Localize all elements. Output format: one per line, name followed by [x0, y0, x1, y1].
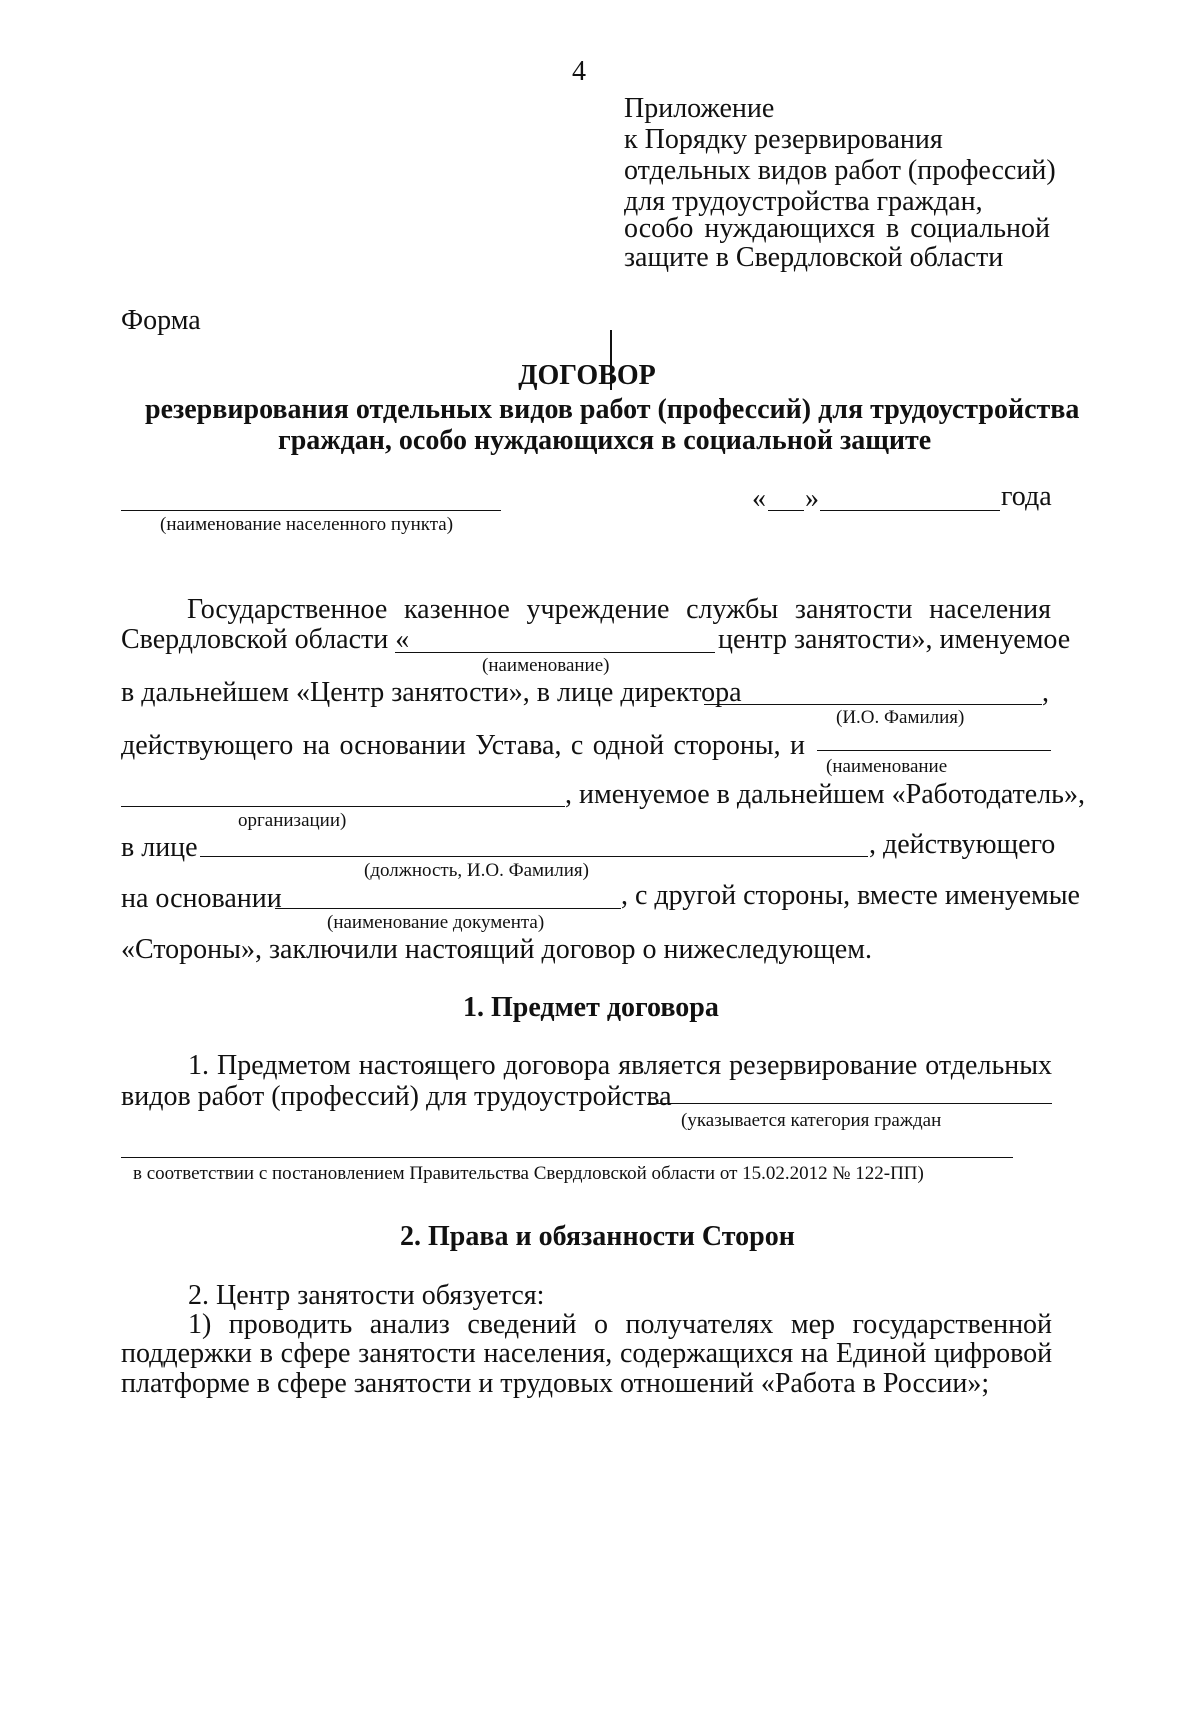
- organization-caption-part2: организации): [238, 810, 347, 831]
- basis-document-caption: (наименование документа): [327, 912, 545, 933]
- place-blank[interactable]: [121, 510, 501, 511]
- place-caption: (наименование населенного пункта): [160, 514, 454, 535]
- date-year-word: года: [1001, 481, 1052, 512]
- preamble-line3-prefix: в дальнейшем «Центр занятости», в лице директора: [121, 677, 742, 708]
- citizen-category-blank[interactable]: [648, 1103, 1052, 1104]
- basis-document-blank[interactable]: [275, 908, 621, 909]
- preamble-line3-suffix: ,: [1042, 677, 1049, 708]
- section2-sub1-line2: поддержки в сфере занятости населения, содержащихся на Единой цифровой: [121, 1338, 1053, 1369]
- appendix-line: для трудоустройства граждан,: [624, 186, 983, 217]
- date-quote-open: «: [752, 483, 766, 514]
- preamble-line8: «Стороны», заключили настоящий договор о нижеследующем.: [121, 934, 872, 965]
- center-name-caption: (наименование): [482, 655, 610, 676]
- representative-caption: (должность, И.О. Фамилия): [364, 860, 589, 881]
- section1-para-line1: 1. Предметом настоящего договора является резервирование отдельных: [188, 1050, 1053, 1081]
- organization-caption-part1: (наименование: [826, 756, 948, 777]
- date-month-blank[interactable]: [820, 510, 1000, 511]
- preamble-line1: Государственное казенное учреждение службы занятости населения: [187, 594, 1052, 625]
- director-name-blank[interactable]: [704, 704, 1042, 705]
- preamble-line7-prefix: на основании: [121, 883, 282, 914]
- director-name-caption: (И.О. Фамилия): [836, 707, 965, 728]
- section1-heading: 1. Предмет договора: [463, 992, 719, 1023]
- organization-name-blank-cont[interactable]: [121, 806, 565, 807]
- citizen-category-blank-cont[interactable]: [121, 1157, 1013, 1158]
- appendix-line: защите в Свердловской области: [624, 242, 1004, 273]
- appendix-line: особо нуждающихся в социальной: [624, 213, 1050, 244]
- section2-heading: 2. Права и обязанности Сторон: [400, 1221, 795, 1252]
- preamble-line2-suffix: центр занятости», именуемое: [718, 624, 1071, 655]
- date-quote-close: »: [805, 483, 819, 514]
- preamble-line2-prefix: Свердловской области «: [121, 624, 410, 655]
- appendix-line: Приложение: [624, 93, 775, 124]
- representative-blank[interactable]: [200, 856, 868, 857]
- preamble-line5-suffix: , именуемое в дальнейшем «Работодатель»,: [565, 779, 1085, 810]
- organization-name-blank[interactable]: [817, 750, 1051, 751]
- document-title: ДОГОВОР: [518, 360, 656, 391]
- form-label: Форма: [121, 305, 201, 336]
- document-subtitle-line1: резервирования отдельных видов работ (профессий) для трудоустройства: [145, 394, 1080, 425]
- section2-item: 2. Центр занятости обязуется:: [188, 1280, 545, 1311]
- section2-sub1-line1: 1) проводить анализ сведений о получателях мер государственной: [188, 1309, 1053, 1340]
- appendix-line: к Порядку резервирования: [624, 124, 943, 155]
- section1-para-line2: видов работ (профессий) для трудоустройства: [121, 1081, 672, 1112]
- preamble-line6-suffix: , действующего: [869, 829, 1056, 860]
- citizen-category-caption-cont: в соответствии с постановлением Правительства Свердловской области от 15.02.2012 № 122-ПП): [133, 1163, 924, 1184]
- preamble-line7-suffix: , с другой стороны, вместе именуемые: [621, 880, 1080, 911]
- section2-sub1-line3: платформе в сфере занятости и трудовых отношений «Работа в России»;: [121, 1368, 990, 1399]
- citizen-category-caption: (указывается категория граждан: [681, 1110, 942, 1131]
- document-subtitle-line2: граждан, особо нуждающихся в социальной защите: [278, 425, 932, 456]
- center-name-blank[interactable]: [395, 652, 715, 653]
- page-number: 4: [572, 56, 586, 87]
- date-day-blank[interactable]: [768, 510, 804, 511]
- appendix-line: отдельных видов работ (профессий): [624, 155, 1056, 186]
- preamble-line4: действующего на основании Устава, с одной стороны, и: [121, 730, 806, 761]
- preamble-line6-prefix: в лице: [121, 832, 198, 863]
